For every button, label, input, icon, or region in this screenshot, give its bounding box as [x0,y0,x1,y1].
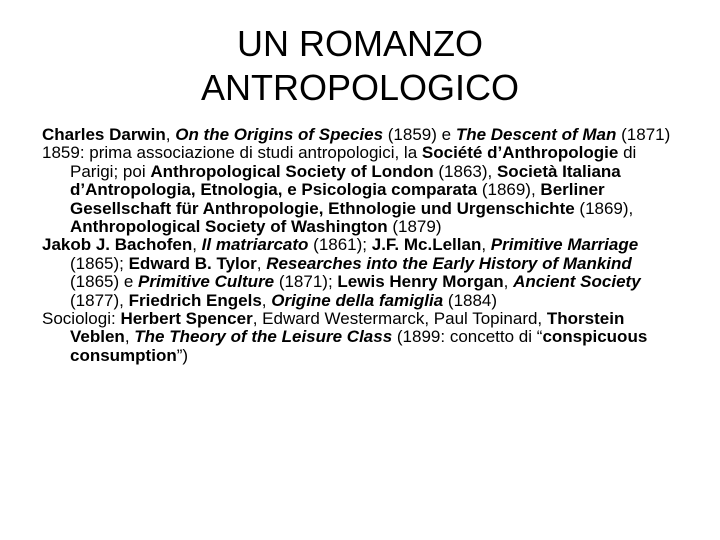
text-segment: , [503,272,514,292]
text-segment: (1877), [70,290,129,310]
text-segment: (1863), [433,161,497,181]
text-segment: (1861); [308,235,372,255]
author-name: Jakob J. Bachofen [42,235,193,255]
text-segment: (1865) e [70,272,139,292]
book-title: The Theory of the Leisure Class [134,327,393,347]
concept-term: conspicuous consumption [70,327,648,365]
text-segment: , [261,290,272,310]
text-segment: (1865); [70,253,129,273]
book-title: Researches into the Early History of Mankind [266,253,632,273]
text-segment: (1871); [274,272,338,292]
text-segment: Charles Darwin [42,125,166,144]
title-line-1: UN ROMANZO [237,23,483,64]
text-segment: (1871) [616,125,671,144]
title-line-2: ANTROPOLOGICO [200,67,520,108]
society-name: Anthropological Society of Washington [70,217,388,237]
book-title: Origine della famiglia [271,290,444,310]
society-name: Società Italiana d’Antropologia, Etnologia, e Psicologia comparata [70,161,621,200]
paragraph-authors [42,236,682,310]
text-segment: (1899: concetto di “ [392,327,543,347]
text-segment: (1879) [387,217,442,237]
book-title: Primitive Culture [138,272,275,292]
author-name: Thorstein Veblen [70,309,625,347]
text-segment: , Edward Westermarck, Paul Topinard, [252,309,547,329]
text-segment: (1869), [574,198,634,218]
author-name: Edward B. Tylor [128,253,257,273]
society-name: Société d’Anthropologie [421,143,619,163]
author-name: Friedrich Engels [128,290,262,310]
book-title: Primitive Marriage [490,235,639,255]
text-segment: Sociologi: [42,309,121,329]
paragraph-societies [42,144,682,236]
author-name: Lewis Henry Morgan [337,272,504,292]
text-segment: , [165,125,176,144]
text-segment: (1884) [443,290,498,310]
text-segment: , [124,327,135,347]
text-segment: ”) [176,345,189,365]
paragraph-sociologists [42,310,682,365]
slide-body [42,126,682,365]
society-name: Berliner Gesellschaft für Anthropologie, Ethnologie und Urgenschichte [70,180,605,218]
paragraph-darwin [42,126,682,144]
book-title: Il matriarcato [201,235,309,255]
book-title: Ancient Society [513,272,641,292]
text-segment: di Parigi; poi [70,143,637,181]
book-title: On the Origins of Species [175,125,384,144]
text-segment: , [256,253,267,273]
book-title: The Descent of Man [455,125,617,144]
text-segment: 1859: prima associazione di studi antropologici, la [42,143,422,163]
text-segment: (1869), [477,180,541,200]
text-segment: (1859) e [383,125,456,144]
author-name: Herbert Spencer [120,309,253,329]
slide-title [0,22,720,110]
text-segment: , [481,235,491,255]
author-name: J.F. Mc.Lellan [371,235,482,255]
text-segment: , [192,235,202,255]
society-name: Anthropological Society of London [150,161,434,181]
